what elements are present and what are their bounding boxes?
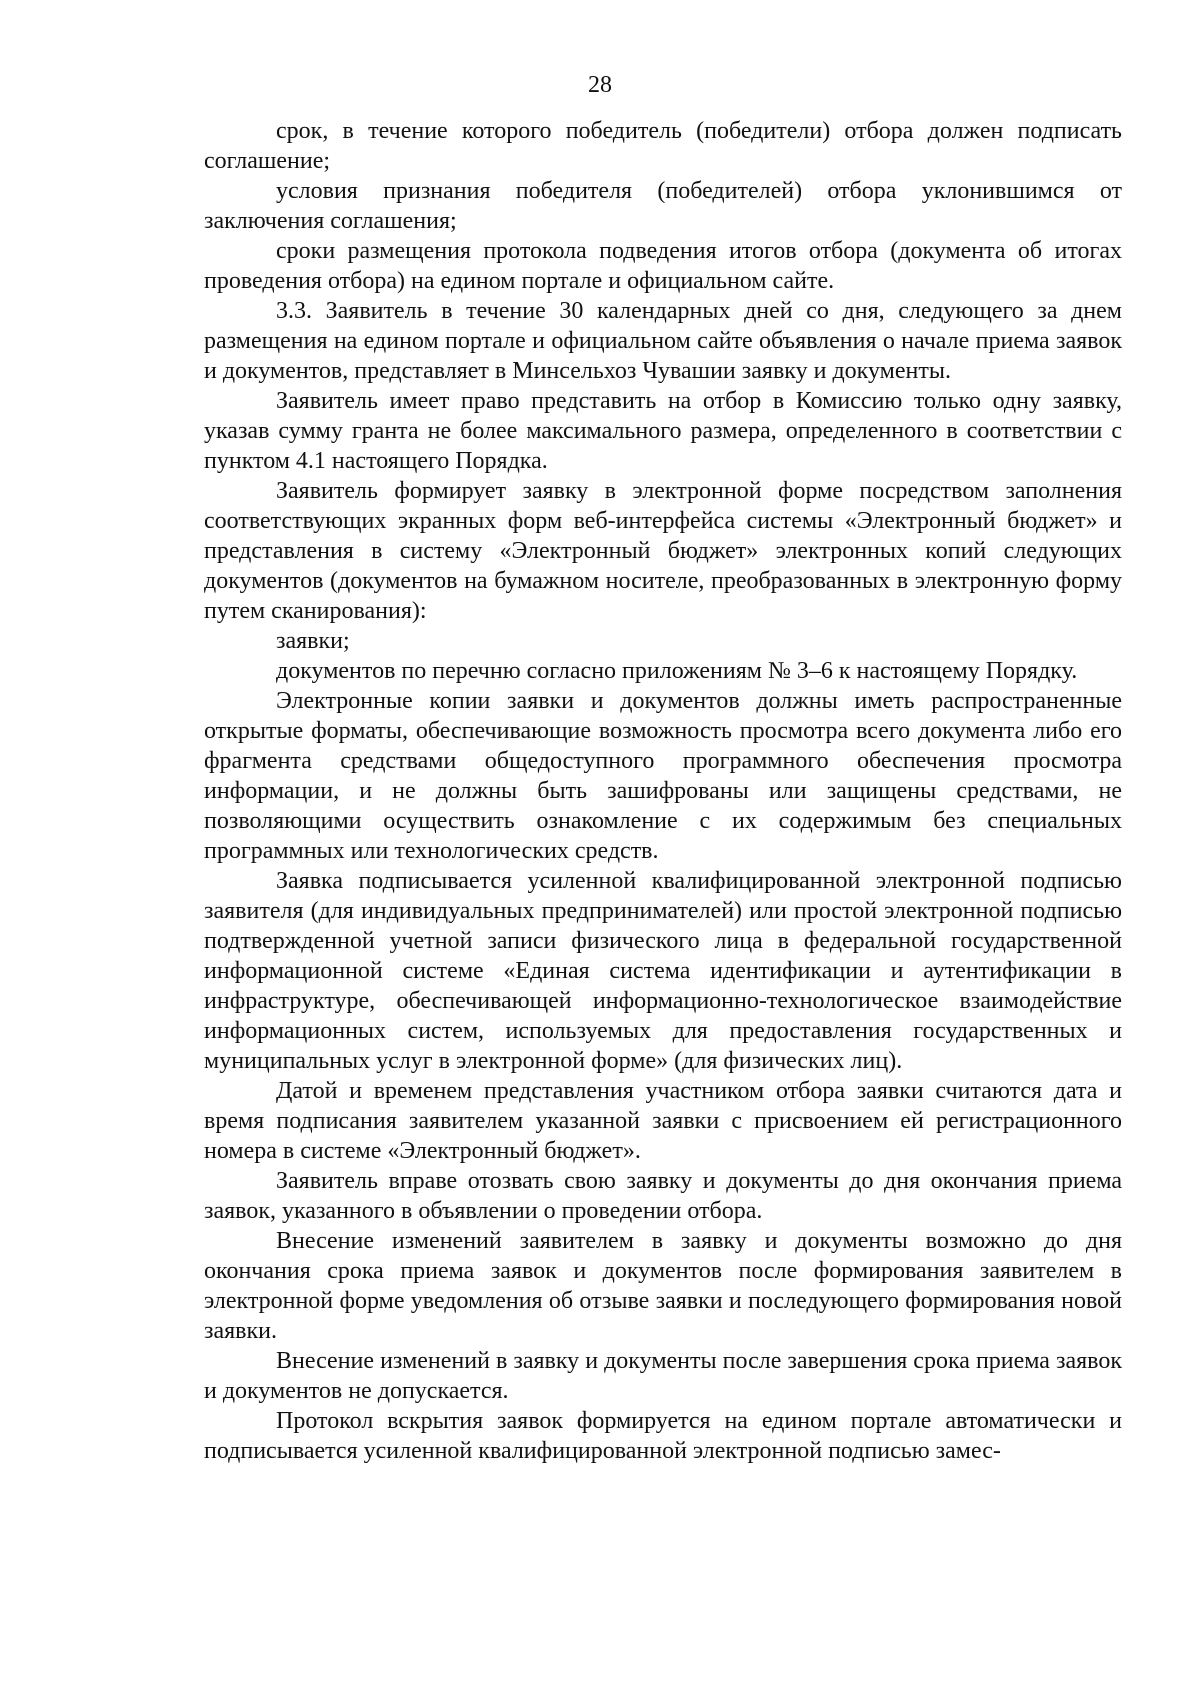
paragraph: заявки; [276, 628, 350, 654]
paragraph: Внесение изменений заявителем в заявку и документы возможно до дня окончания срока приема заявок и документов после формирования заявителем в электронной форме уведомления об отзыве заявки и последующего формирования новой заявки. [204, 1228, 1122, 1344]
paragraph: Протокол вскрытия заявок формируется на едином портале автоматически и подписывается усиленной квалифицированной электронной подписью замес- [204, 1408, 1122, 1464]
paragraph: условия признания победителя (победителей) отбора уклонившимся от заключения соглашения; [204, 178, 1122, 234]
paragraph: Заявитель имеет право представить на отбор в Комиссию только одну заявку, указав сумму гранта не более максимального размера, определенного в соответствии с пунктом 4.1 настоящего Порядка. [204, 388, 1122, 474]
paragraph: Заявитель формирует заявку в электронной форме посредством заполнения соответствующих экранных форм веб-интерфейса системы «Электронный бюджет» и представления в систему «Электронный бюджет» электронных копий следующих документов (документов на бумажном носителе, преобразованных в электронную форму путем сканирования): [204, 478, 1122, 624]
page-number: 28 [588, 72, 612, 98]
paragraph: 3.3. Заявитель в течение 30 календарных дней со дня, следующего за днем размещения на едином портале и официальном сайте объявления о начале приема заявок и документов, представляет в Минсельхоз Чувашии заявку и документы. [204, 298, 1122, 384]
paragraph: Датой и временем представления участником отбора заявки считаются дата и время подписания заявителем указанной заявки с присвоением ей регистрационного номера в системе «Электронный бюджет». [204, 1078, 1122, 1164]
paragraph: срок, в течение которого победитель (победители) отбора должен подписать соглашение; [204, 118, 1122, 174]
paragraph: документов по перечню согласно приложениям № 3–6 к настоящему Порядку. [276, 658, 1078, 684]
paragraph: сроки размещения протокола подведения итогов отбора (документа об итогах проведения отбора) на едином портале и официальном сайте. [204, 238, 1122, 294]
paragraph: Электронные копии заявки и документов должны иметь распространенные открытые форматы, обеспечивающие возможность просмотра всего документа либо его фрагмента средствами общедоступного программного обеспечения просмотра информации, и не должны быть зашифрованы или защищены средствами, не позволяющими осуществить ознакомление с их содержимым без специальных программных или технологических средств. [204, 688, 1122, 864]
paragraph: Заявка подписывается усиленной квалифицированной электронной подписью заявителя (для индивидуальных предпринимателей) или простой электронной подписью подтвержденной учетной записи физического лица в федеральной государственной информационной системе «Единая система идентификации и аутентификации в инфраструктуре, обеспечивающей информационно-технологическое взаимодействие информационных систем, используемых для предоставления государственных и муниципальных услуг в электронной форме» (для физических лиц). [204, 868, 1122, 1074]
paragraph: Внесение изменений в заявку и документы после завершения срока приема заявок и документов не допускается. [204, 1348, 1122, 1404]
paragraph: Заявитель вправе отозвать свою заявку и документы до дня окончания приема заявок, указанного в объявлении о проведении отбора. [204, 1168, 1122, 1224]
document-body [204, 116, 1122, 1466]
